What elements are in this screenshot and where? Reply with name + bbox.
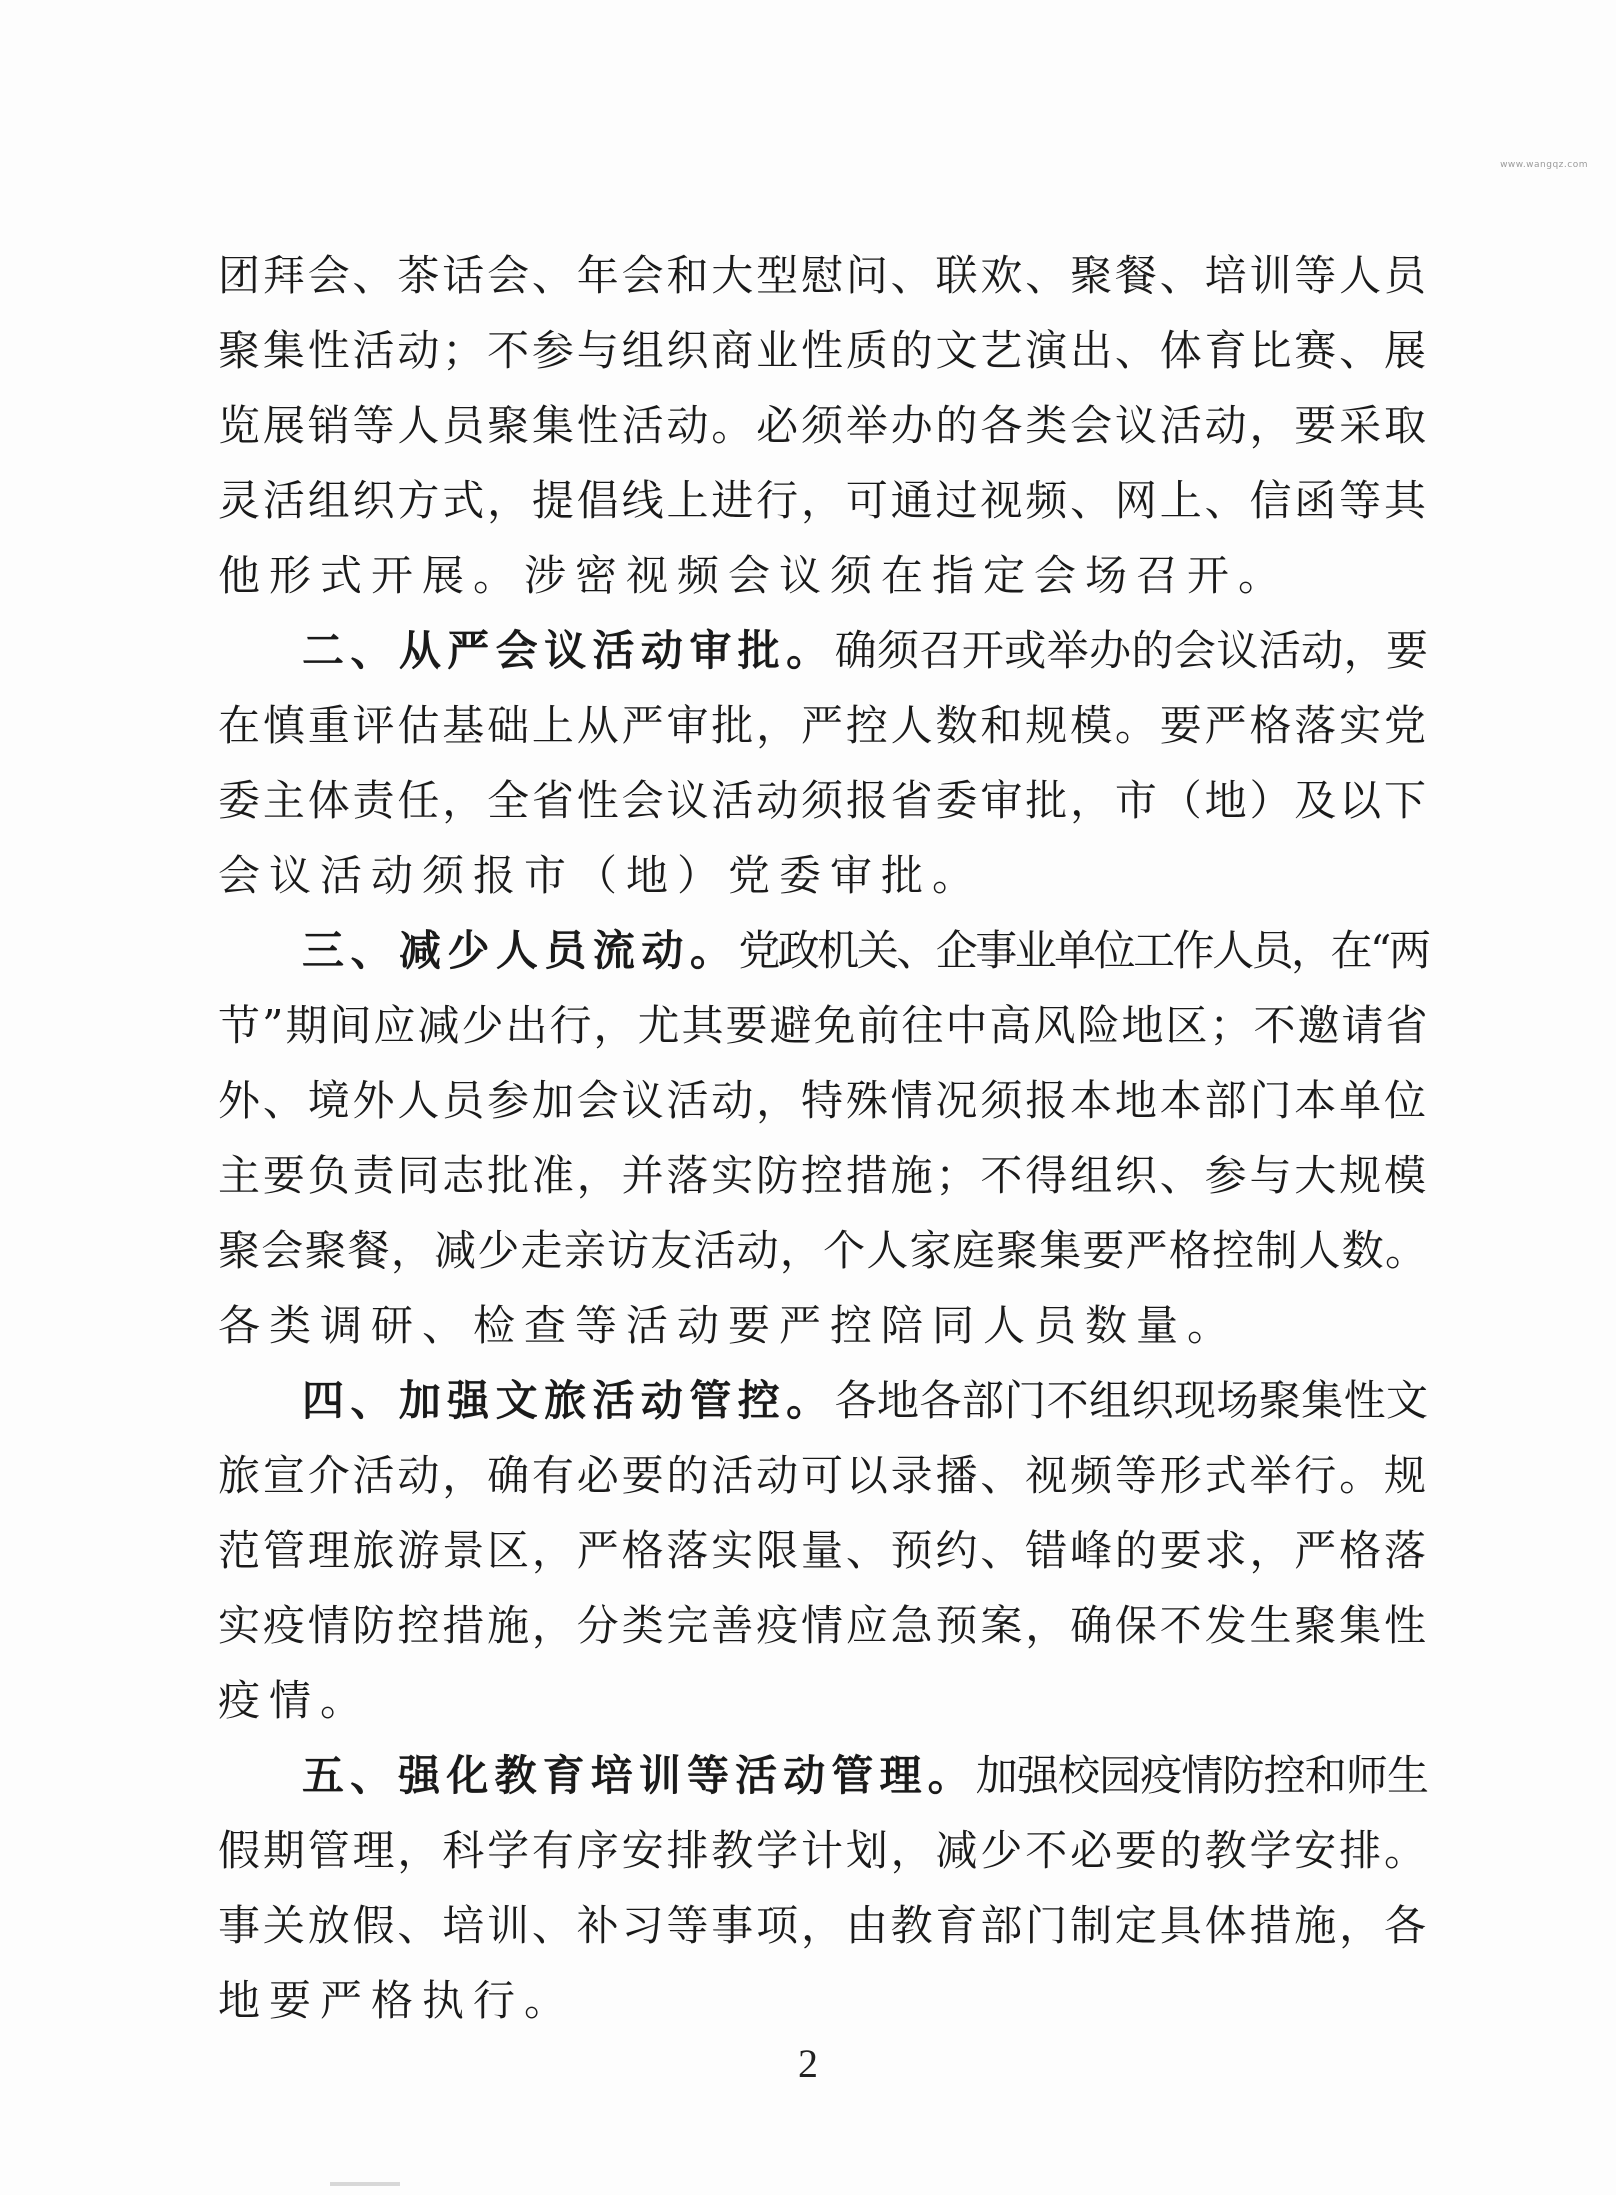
paragraph-4-line-1 [302,1377,1428,1425]
paragraph-1-line-5: 他形式开展。涉密视频会议须在指定会场召开。 [218,551,1290,600]
heading-4: 四、加强文旅活动管控。 [302,1376,835,1425]
paragraph-3-line-2: 节”期间应减少出行，尤其要避免前往中高风险地区；不邀请省 [218,1001,1430,1050]
paragraph-4-line-1-text: 各地各部门不组织现场聚集性文 [834,1376,1428,1425]
paragraph-1-line-1: 团拜会、茶话会、年会和大型慰问、联欢、聚餐、培训等人员 [218,251,1428,300]
paragraph-2-line-1-text: 确须召开或举办的会议活动，要 [834,626,1428,675]
paragraph-3-line-5: 聚会聚餐，减少走亲访友活动，个人家庭聚集要严格控制人数。 [218,1226,1428,1275]
paragraph-2-line-4: 会议活动须报市（地）党委审批。 [218,851,984,900]
paragraph-2-line-3: 委主体责任，全省性会议活动须报省委审批，市（地）及以下 [218,776,1428,825]
paragraph-1-line-3: 览展销等人员聚集性活动。必须举办的各类会议活动，要采取 [218,401,1428,450]
paragraph-5-line-3: 事关放假、培训、补习等事项，由教育部门制定具体措施，各 [218,1901,1428,1950]
paragraph-1-line-4: 灵活组织方式，提倡线上进行，可通过视频、网上、信函等其 [218,476,1428,525]
heading-5: 五、强化教育培训等活动管理。 [302,1751,976,1800]
heading-3: 三、减少人员流动。 [302,926,739,975]
paragraph-2-line-2: 在慎重评估基础上从严审批，严控人数和规模。要严格落实党 [218,701,1428,750]
watermark: www.wangqz.com [1500,160,1588,170]
paragraph-5-line-1-text: 加强校园疫情防控和师生 [975,1751,1428,1800]
paragraph-3-line-4: 主要负责同志批准，并落实防控措施；不得组织、参与大规模 [218,1151,1428,1200]
paragraph-4-line-4: 实疫情防控措施，分类完善疫情应急预案，确保不发生聚集性 [218,1601,1428,1650]
paragraph-3-line-3: 外、境外人员参加会议活动，特殊情况须报本地本部门本单位 [218,1076,1428,1125]
paragraph-1-line-2: 聚集性活动；不参与组织商业性质的文艺演出、体育比赛、展 [218,326,1428,375]
paragraph-3-line-1-text: 党政机关、企事业单位工作人员，在“两 [738,926,1428,975]
paragraph-5-line-2: 假期管理，科学有序安排教学计划，减少不必要的教学安排。 [218,1826,1428,1875]
scan-mark [330,2182,400,2186]
paragraph-3-line-1 [302,927,1428,975]
paragraph-4-line-5: 疫情。 [218,1676,372,1725]
paragraph-2-line-1 [302,627,1428,675]
paragraph-5-line-1 [302,1752,1428,1800]
heading-2: 二、从严会议活动审批。 [302,626,835,675]
paragraph-5-line-4: 地要严格执行。 [218,1976,576,2025]
paragraph-4-line-2: 旅宣介活动，确有必要的活动可以录播、视频等形式举行。规 [218,1451,1428,1500]
page-number: 2 [798,2041,818,2086]
paragraph-4-line-3: 范管理旅游景区，严格落实限量、预约、错峰的要求，严格落 [218,1526,1428,1575]
paragraph-3-line-6: 各类调研、检查等活动要严控陪同人员数量。 [218,1301,1239,1350]
